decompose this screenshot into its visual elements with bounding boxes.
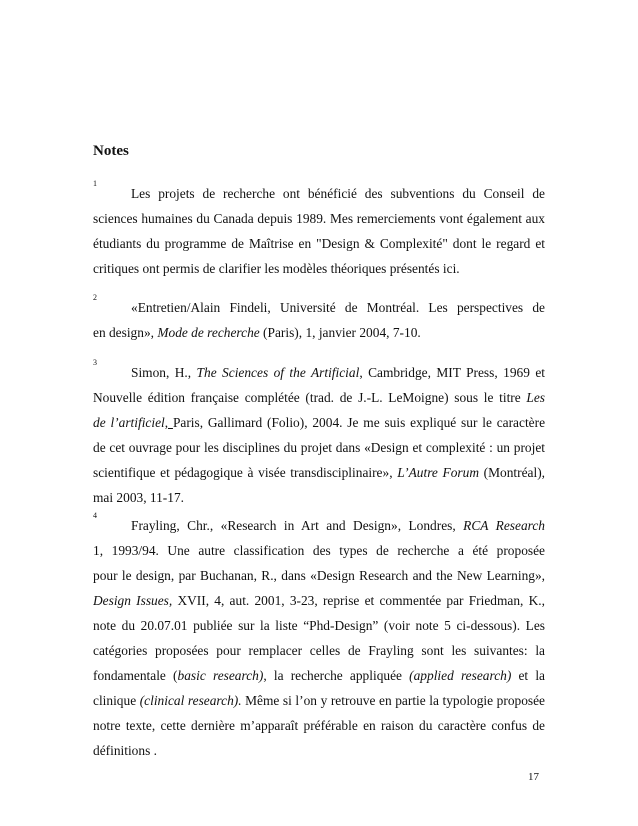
note-line: scientifique et pédagogique à visée transdisciplinaire», L’Autre Forum (Montréal), (93, 465, 545, 480)
book-title: de l’artificiel (93, 415, 165, 430)
note-line: clinique (clinical research). Même si l’on y retrouve en partie la typologie proposée (93, 693, 545, 708)
note-line: mai 2003, 11-17. (93, 490, 184, 505)
note-line: notre texte, cette dernière m’apparaît préférable en raison du caractère confus de (93, 718, 545, 733)
footnote-4 (93, 513, 545, 763)
note-line: pour le design, par Buchanan, R., dans «Design Research and the New Learning», (93, 568, 545, 583)
footnote-2 (93, 295, 545, 345)
note-line: en design», Mode de recherche (Paris), 1, janvier 2004, 7-10. (93, 325, 421, 340)
journal-title: L’Autre Forum (397, 465, 479, 480)
footnote-number: 2 (93, 293, 97, 302)
journal-title: RCA Research (463, 518, 545, 533)
book-title: The Sciences of the Artificial (196, 365, 360, 380)
note-line: «Entretien/Alain Findeli, Université de Montréal. Les perspectives de (131, 300, 545, 315)
note-line: Simon, H., The Sciences of the Artificial, Cambridge, MIT Press, 1969 et (131, 365, 545, 380)
note-line: Les projets de recherche ont bénéficié des subventions du Conseil de (131, 186, 545, 201)
note-line: Frayling, Chr., «Research in Art and Design», Londres, RCA Research (93, 513, 545, 538)
note-line: de cet ouvrage pour les disciplines du projet dans «Design et complexité : un projet (93, 440, 545, 455)
note-line: critiques ont permis de clarifier les modèles théoriques présentés ici. (93, 261, 460, 276)
note-line: fondamentale (basic research), la recherche appliquée (applied research) et la (93, 668, 545, 683)
note-line: Design Issues, XVII, 4, aut. 2001, 3-23, reprise et commentée par Friedman, K., (93, 593, 545, 608)
note-line: de l’artificiel, Paris, Gallimard (Folio), 2004. Je me suis expliqué sur le caractère (93, 415, 545, 430)
note-line: catégories proposées pour remplacer celles de Frayling sont les suivantes: la (93, 643, 545, 658)
page-title: Notes (93, 143, 129, 159)
footnote-number: 1 (93, 179, 97, 188)
note-line: sciences humaines du Canada depuis 1989. Mes remerciements vont également aux (93, 211, 545, 226)
book-title: Les (526, 390, 545, 405)
footnote-3 (93, 360, 545, 510)
journal-title: Mode de recherche (157, 325, 260, 340)
footnote-number: 3 (93, 358, 97, 367)
footnote-1 (93, 181, 545, 281)
note-line: étudiants du programme de Maîtrise en "Design & Complexité" dont le regard et (93, 236, 545, 251)
footnote-number: 4 (93, 511, 97, 520)
note-line: note du 20.07.01 publiée sur la liste “Phd-Design” (voir note 5 ci-dessous). Les (93, 618, 545, 633)
journal-title: Design Issues, (93, 593, 173, 608)
note-line: Nouvelle édition française complétée (trad. de J.-L. LeMoigne) sous le titre Les (93, 385, 545, 410)
page-number: 17 (528, 771, 539, 783)
note-line: 1, 1993/94. Une autre classification des types de recherche a été proposée (93, 543, 545, 558)
note-line: définitions . (93, 743, 157, 758)
